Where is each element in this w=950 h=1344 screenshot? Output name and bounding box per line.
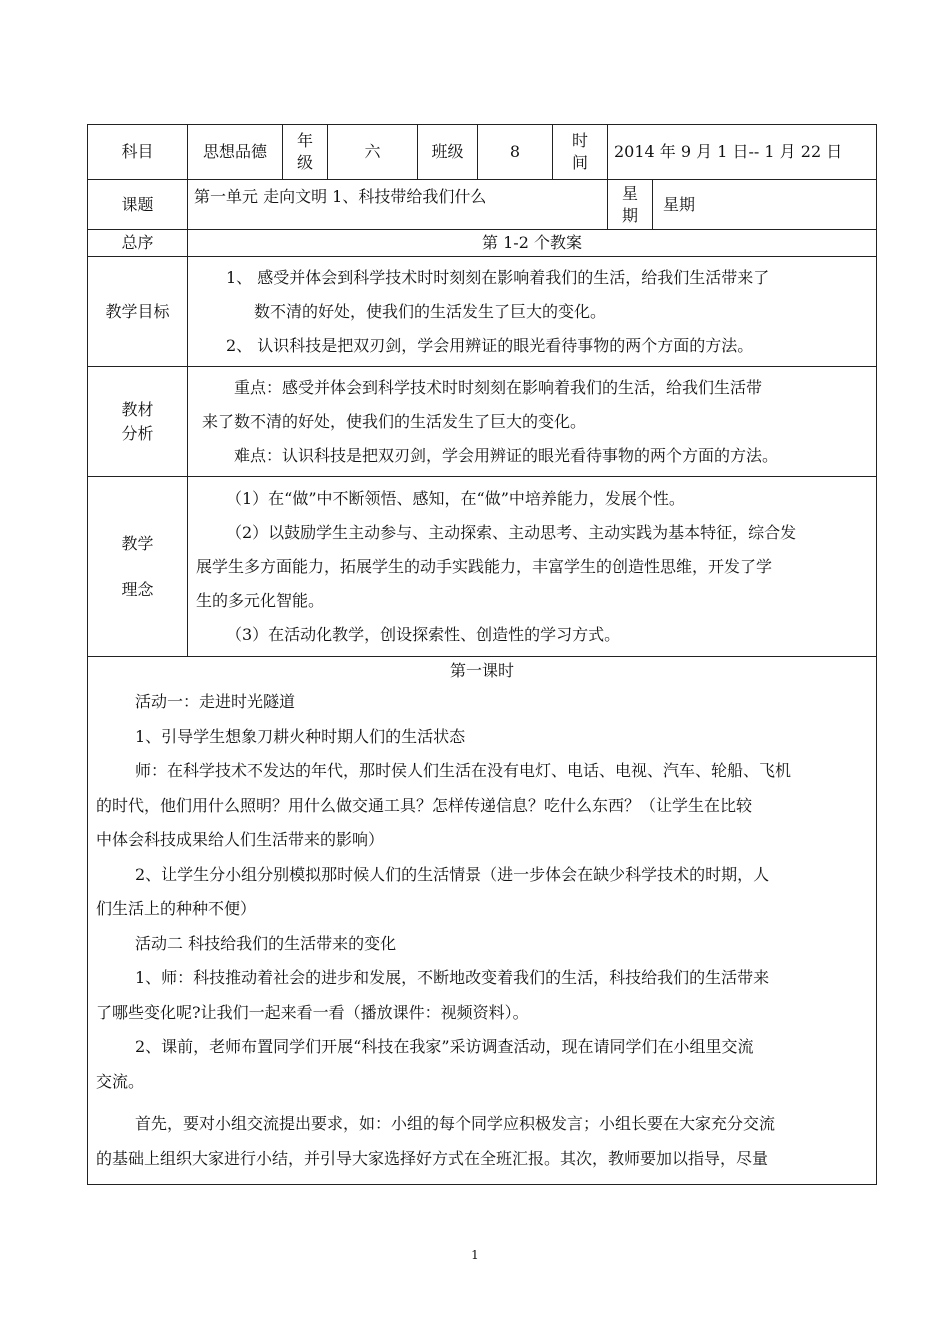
- analysis-row: [88, 367, 877, 477]
- lesson-line: 2、让学生分小组分别模拟那时候人们的生活情景（进一步体会在缺少科学技术的时期，人: [135, 864, 770, 884]
- order-value: 第 1-2 个教案: [188, 230, 877, 257]
- analysis-label-b: 分析: [121, 423, 154, 443]
- concept-p2a: （2）以鼓励学生主动参与、主动探索、主动思考、主动实践为基本特征，综合发: [226, 522, 797, 542]
- goal-item-1a: 1、 感受并体会到科学技术时时刻刻在影响着我们的生活，给我们生活带来了: [226, 267, 770, 287]
- lesson-line: 活动一：走进时光隧道: [135, 692, 296, 711]
- header-row: [88, 125, 877, 180]
- concept-p3: （3）在活动化教学，创设探索性、创造性的学习方式。: [226, 624, 621, 644]
- lesson-line: 的时代，他们用什么照明？用什么做交通工具？怎样传递信息？吃什么东西？（让学生在比较: [96, 795, 753, 815]
- lesson-line: 2、课前，老师布置同学们开展“科技在我家”采访调查活动，现在请同学们在小组里交流: [135, 1037, 754, 1056]
- key-point-a: 重点：感受并体会到科学技术时时刻刻在影响着我们的生活，给我们生活带: [234, 377, 763, 397]
- class-label: 班级: [418, 125, 478, 180]
- lesson-row: [88, 657, 877, 1185]
- lesson-title: 第一课时: [449, 661, 514, 680]
- concept-label-b: 理念: [121, 579, 154, 599]
- lesson-line: 交流。: [96, 1071, 145, 1091]
- lesson-line: 了哪些变化呢?让我们一起来看一看（播放课件：视频资料）。: [96, 1002, 529, 1022]
- topic-value: 第一单元 走向文明 1、科技带给我们什么: [188, 180, 608, 230]
- grade-label: 年级: [283, 125, 328, 180]
- goals-content: [188, 257, 877, 367]
- goal-item-2: 2、 认识科技是把双刃剑，学会用辨证的眼光看待事物的两个方面的方法。: [226, 335, 754, 355]
- week-label: 星期: [608, 180, 653, 230]
- topic-label: 课题: [88, 180, 188, 230]
- key-point-b: 来了数不清的好处，使我们的生活发生了巨大的变化。: [202, 411, 587, 431]
- concept-row: [88, 477, 877, 657]
- lesson-line: 师：在科学技术不发达的年代，那时侯人们生活在没有电灯、电话、电视、汽车、轮船、飞机: [135, 761, 792, 780]
- goal-item-1b: 数不清的好处，使我们的生活发生了巨大的变化。: [254, 301, 607, 321]
- lesson-line: 中体会科技成果给人们生活带来的影响）: [96, 830, 385, 849]
- order-row: [88, 230, 877, 257]
- order-label: 总序: [88, 230, 188, 257]
- lesson-line: 首先，要对小组交流提出要求，如：小组的每个同学应积极发言；小组长要在大家充分交流: [135, 1114, 776, 1133]
- class-value: 8: [478, 125, 553, 180]
- grade-value: 六: [328, 125, 418, 180]
- concept-p1: （1）在“做”中不断领悟、感知，在“做”中培养能力，发展个性。: [226, 488, 685, 508]
- topic-row: [88, 180, 877, 230]
- concept-label-a: 教学: [121, 533, 154, 553]
- time-value: 2014 年 9 月 1 日-- 1 月 22 日: [608, 125, 877, 180]
- analysis-content: [188, 367, 877, 477]
- concept-label: [88, 477, 188, 657]
- subject-label: 科目: [88, 125, 188, 180]
- analysis-label: [88, 367, 188, 477]
- lesson-line: 的基础上组织大家进行小结，并引导大家选择好方式在全班汇报。其次，教师要加以指导，尽量: [96, 1148, 769, 1168]
- lesson-line: 1、引导学生想象刀耕火种时期人们的生活状态: [135, 726, 466, 746]
- concept-p2c: 生的多元化智能。: [196, 590, 325, 610]
- lesson-plan-table: [87, 124, 877, 1185]
- analysis-label-a: 教材: [121, 399, 154, 419]
- concept-p2b: 展学生多方面能力，拓展学生的动手实践能力，丰富学生的创造性思维，开发了学: [196, 556, 773, 576]
- page-number: 1: [471, 1248, 479, 1262]
- time-label: 时间: [553, 125, 608, 180]
- goals-row: [88, 257, 877, 367]
- week-value: 星期: [653, 180, 877, 230]
- concept-content: [188, 477, 877, 657]
- lesson-line: 1、师：科技推动着社会的进步和发展，不断地改变着我们的生活，科技给我们的生活带来: [135, 968, 770, 987]
- lesson-line: 们生活上的种种不便）: [96, 899, 257, 918]
- goals-label: 教学目标: [88, 257, 188, 367]
- lesson-line: 活动二 科技给我们的生活带来的变化: [135, 933, 397, 953]
- lesson-content: [88, 657, 877, 1185]
- subject-value: 思想品德: [188, 125, 283, 180]
- difficulty-point: 难点：认识科技是把双刃剑，学会用辨证的眼光看待事物的两个方面的方法。: [234, 445, 779, 465]
